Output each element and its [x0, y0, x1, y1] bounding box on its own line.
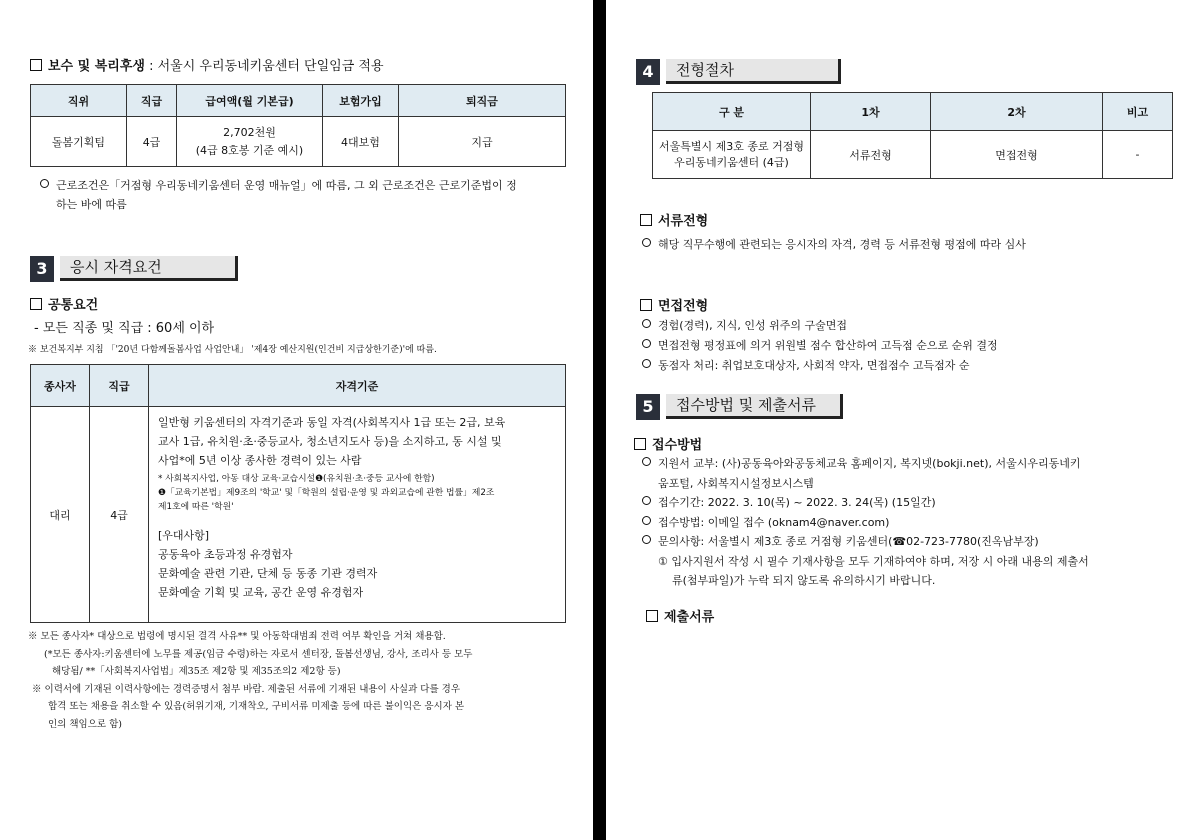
- salary-note-line1: 근로조건은「거점형 우리동네키움센터 운영 매뉴얼」에 따름, 그 외 근로조건은 근로기준법이 정: [56, 179, 517, 192]
- documents-heading: 제출서류: [664, 610, 715, 625]
- bullet-circle-icon: [642, 359, 651, 368]
- list-item: [642, 493, 1089, 513]
- col-header-second: 2차: [931, 93, 1103, 131]
- salary-note: [40, 176, 580, 214]
- right-page: [606, 0, 1200, 840]
- bullet-circle-icon: [642, 319, 651, 328]
- qualification-table-header: [31, 365, 566, 407]
- bullet-circle-icon: [642, 457, 651, 466]
- interview-line: 동점자 처리: 취업보호대상자, 사회적 약자, 면접점수 고득점자 순: [658, 359, 970, 372]
- col-header-remark: 비고: [1103, 93, 1173, 131]
- col-header-grade: 직급: [127, 85, 177, 117]
- qual-small-line: ❶「교육기본법」제9조의 '학교' 및「학원의 설립·운영 및 과외교습에 관한 법률」제2조: [158, 488, 495, 498]
- qual-line: 교사 1급, 유치원·초·중등교사, 청소년지도사 등)을 소지하고, 동 시설 및: [158, 435, 502, 448]
- section-number: 5: [636, 394, 660, 420]
- qualification-main: [158, 413, 557, 470]
- list-item: [642, 336, 998, 356]
- documents-heading-line: [646, 606, 714, 625]
- salary-text: : 서울시 우리동네키움센터 단일임금 적용: [149, 59, 384, 74]
- bullet-circle-icon: [642, 339, 651, 348]
- qual-small-line: * 사회복지사업, 아동 대상 교육·교습시설❶(유치원·초·중등 교사에 한함): [158, 474, 435, 484]
- list-item: [642, 454, 1089, 474]
- qual-small-line: 제1호에 따른 '학원': [158, 502, 234, 512]
- list-item: [642, 316, 998, 336]
- cell-category: [653, 131, 811, 179]
- common-req-line: - 모든 직종 및 직급 : 60세 이하: [34, 321, 215, 336]
- bullet-circle-icon: [642, 516, 651, 525]
- col-header-severance: 퇴직금: [399, 85, 566, 117]
- doc-screening-line: [642, 236, 1026, 252]
- checkbox-icon: [640, 299, 652, 311]
- cell-first-stage: 서류전형: [811, 131, 931, 179]
- interview-list: [642, 316, 998, 376]
- list-item: [642, 513, 1089, 533]
- col-header-grade: 직급: [90, 365, 149, 407]
- col-header-pay: 급여액(월 기본급): [177, 85, 323, 117]
- common-req-heading-line: [30, 294, 98, 313]
- pref-line: 공동육아 초등과정 유경험자: [158, 548, 293, 561]
- cell-severance: 지급: [399, 117, 566, 167]
- bullet-circle-icon: [642, 535, 651, 544]
- qual-line: 일반형 키움센터의 자격기준과 동일 자격(사회복지사 1급 또는 2급, 보육: [158, 416, 506, 429]
- qualification-table: [30, 364, 566, 623]
- pref-heading: [우대사항]: [158, 529, 210, 542]
- qual-line: 사업*에 5년 이상 종사한 경력이 있는 사람: [158, 454, 362, 467]
- table-row: [31, 117, 566, 167]
- pref-line: 문화예술 관련 기관, 단체 등 동종 기관 경력자: [158, 567, 378, 580]
- list-item: [642, 356, 998, 376]
- interview-heading: 면접전형: [658, 299, 709, 314]
- checkbox-icon: [646, 610, 658, 622]
- category-line: 우리동네키움센터 (4급): [674, 155, 789, 169]
- apply-line: 지원서 교부: (사)공동육아와공동체교육 홈페이지, 복지넷(bokji.net), 서울시우리동네키: [658, 457, 1081, 470]
- section-title: 전형절차: [666, 59, 841, 84]
- preferred-qualifications: [158, 526, 557, 602]
- table-row: [653, 131, 1173, 179]
- apply-method-list: [642, 454, 1089, 591]
- bullet-circle-icon: [642, 496, 651, 505]
- interview-line: 경험(경력), 지식, 인성 위주의 구술면접: [658, 319, 847, 332]
- salary-table-header: [31, 85, 566, 117]
- section-title: 응시 자격요건: [60, 256, 238, 281]
- col-header-position: 직위: [31, 85, 127, 117]
- cell-qualification: [149, 407, 566, 623]
- doc-screening-text: 해당 직무수행에 관련되는 응시자의 자격, 경력 등 서류전형 평점에 따라 심사: [658, 238, 1026, 251]
- doc-screening-heading-line: [640, 210, 708, 229]
- apply-method-heading-line: [634, 434, 702, 453]
- col-header-category: 구 분: [653, 93, 811, 131]
- page-divider: [593, 0, 606, 840]
- interview-heading-line: [640, 295, 708, 314]
- qualification-footnotes: [28, 628, 578, 733]
- checkbox-icon: [634, 438, 646, 450]
- salary-note-line2: 하는 바에 따름: [56, 198, 127, 211]
- checkbox-icon: [640, 214, 652, 226]
- footnote-line: (*모든 종사자:키움센터에 노무를 제공(임금 수령)하는 자로서 센터장, 돌봄선생님, 강사, 조리사 등 모두: [44, 648, 473, 660]
- cell-grade: 4급: [90, 407, 149, 623]
- apply-contact: 문의사항: 서울별시 제3호 종로 거점형 키움센터(☎02-723-7780(진옥남부장): [658, 535, 1039, 548]
- salary-heading-line: [30, 55, 384, 74]
- cell-role: 대리: [31, 407, 90, 623]
- section-number: 3: [30, 256, 54, 282]
- selection-process-table: [652, 92, 1173, 179]
- pay-basis: (4급 8호봉 기준 예시): [195, 143, 304, 157]
- process-table-header: [653, 93, 1173, 131]
- common-req-heading: 공통요건: [48, 298, 99, 313]
- checkbox-icon: [30, 298, 42, 310]
- cell-pay: [177, 117, 323, 167]
- footnote-line: 합격 또는 채용을 취소할 수 있음(허위기재, 기재착오, 구비서류 미제출 등에 따른 불이익은 응시자 본: [48, 701, 465, 712]
- footnote-line: 해당됨/ **「사회복지사업법」제35조 제2항 및 제35조의2 제2항 등): [52, 666, 341, 677]
- cell-grade: 4급: [127, 117, 177, 167]
- footnote-line: 인의 책임으로 함): [48, 718, 122, 730]
- section-number: 4: [636, 59, 660, 85]
- list-item: [642, 532, 1089, 552]
- interview-line: 면접전형 평정표에 의거 위원별 점수 합산하여 고득점 순으로 순위 결정: [658, 339, 998, 352]
- left-page: [0, 0, 593, 840]
- apply-method-heading: 접수방법: [652, 438, 703, 453]
- salary-heading: 보수 및 복리후생: [48, 59, 145, 74]
- category-line: 서울특별시 제3호 종로 거점형: [659, 139, 804, 153]
- footnote-line: ※ 모든 종사자* 대상으로 법령에 명시된 결격 사유** 및 아동학대범죄 전력 여부 확인을 거쳐 채용함.: [28, 631, 446, 642]
- col-header-role: 종사자: [31, 365, 90, 407]
- salary-table: [30, 84, 566, 167]
- col-header-qualification: 자격기준: [149, 365, 566, 407]
- doc-screening-heading: 서류전형: [658, 214, 709, 229]
- apply-period: 접수기간: 2022. 3. 10(목) ~ 2022. 3. 24(목) (15일간): [658, 496, 936, 509]
- col-header-insurance: 보험가입: [323, 85, 399, 117]
- cell-position: 돌봄기획팀: [31, 117, 127, 167]
- section-title: 접수방법 및 제출서류: [666, 394, 843, 419]
- cell-insurance: 4대보험: [323, 117, 399, 167]
- pref-line: 문화예술 기획 및 교육, 공간 운영 유경험자: [158, 586, 364, 599]
- footnote-line: ※ 이력서에 기재된 이력사항에는 경력증명서 첨부 바람. 제출된 서류에 기재된 내용이 사실과 다를 경우: [32, 683, 461, 695]
- checkbox-icon: [30, 59, 42, 71]
- bullet-circle-icon: [40, 179, 49, 188]
- apply-email: 접수방법: 이메일 접수 (oknam4@naver.com): [658, 515, 890, 529]
- cell-second-stage: 면접전형: [931, 131, 1103, 179]
- apply-warning-cont: 류(첨부파일)가 누락 되지 않도록 유의하시기 바랍니다.: [672, 574, 936, 587]
- bullet-circle-icon: [642, 238, 651, 247]
- cell-remark: -: [1103, 131, 1173, 179]
- pay-amount: 2,702천원: [223, 125, 276, 139]
- qualification-footnote: [158, 472, 557, 514]
- apply-warning: ① 입사지원서 작성 시 필수 기재사항을 모두 기재하여야 하며, 저장 시 아래 내용의 제출서: [658, 554, 1089, 568]
- table-row: [31, 407, 566, 623]
- reference-note: ※ 보건복지부 지침 「'20년 다함께돌봄사업 사업안내」 '제4장 예산지원(인건비 지급상한기준)'에 따름.: [28, 345, 437, 355]
- col-header-first: 1차: [811, 93, 931, 131]
- apply-line-cont: 움포털, 사회복지시설정보시스템: [658, 476, 814, 490]
